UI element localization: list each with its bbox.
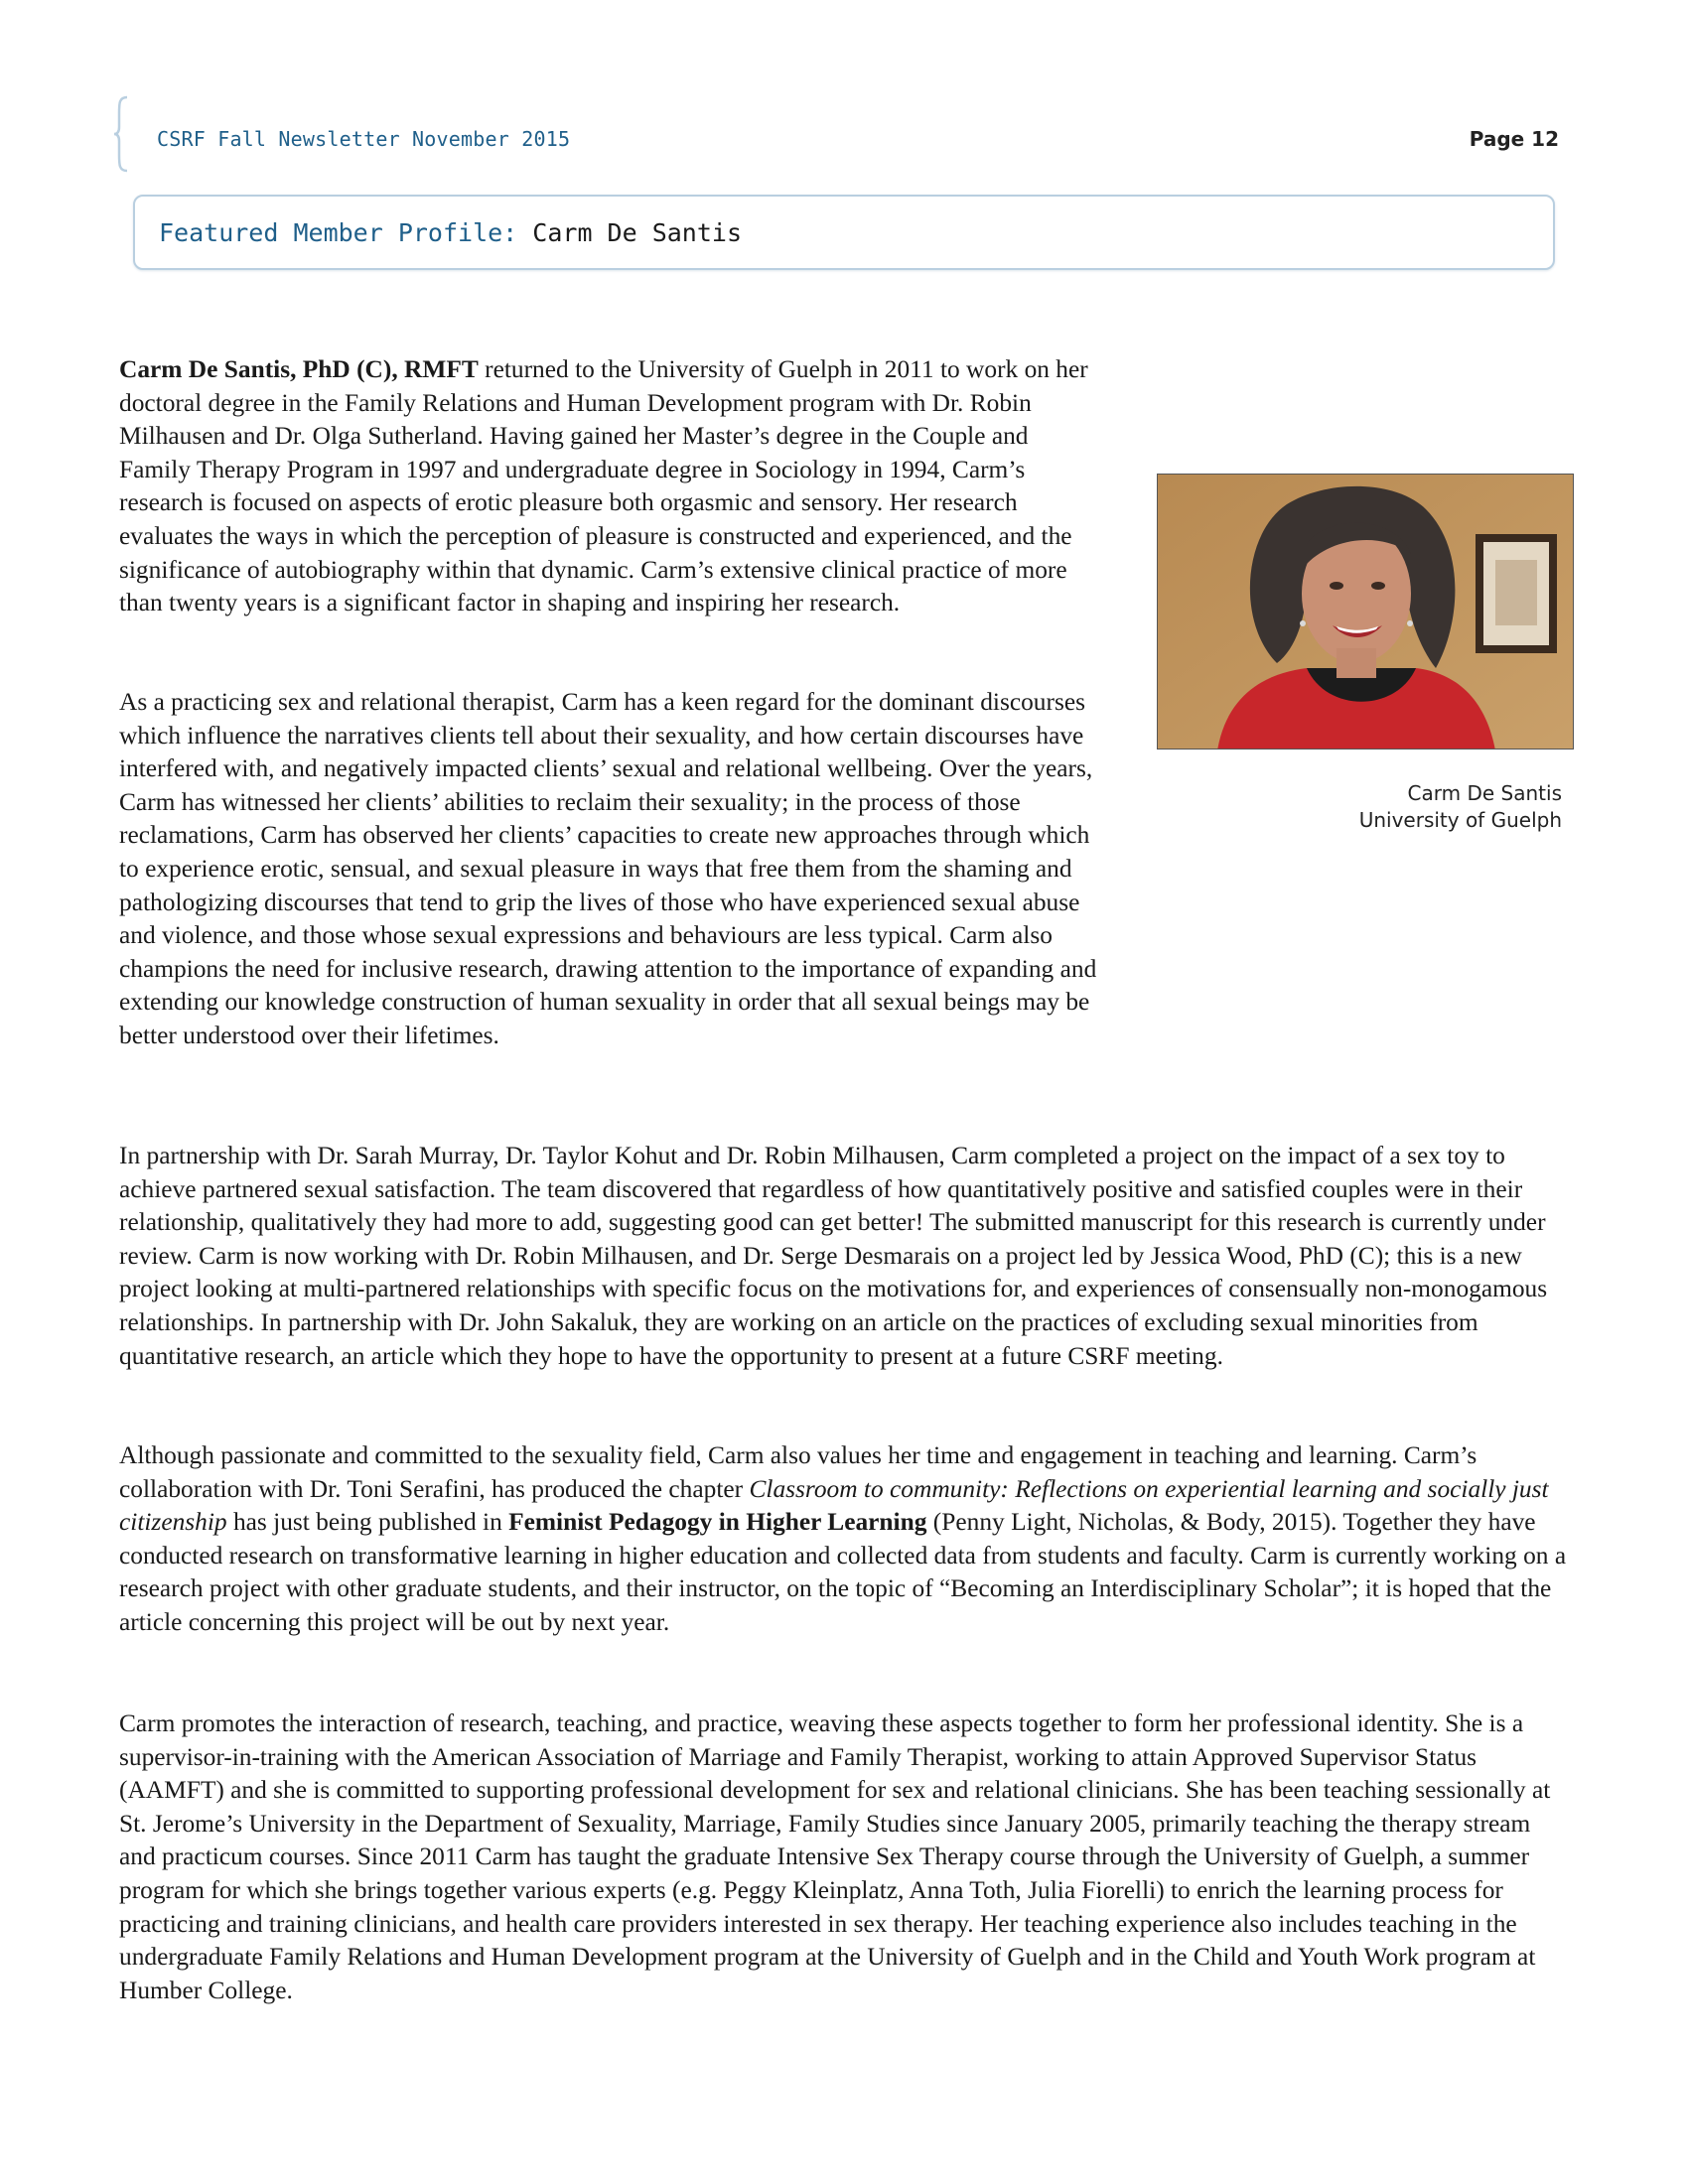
article-paragraph-1 [119,353,1102,620]
paragraph-4-text-b: has just being published in [226,1508,509,1537]
photo-caption [1221,780,1562,834]
featured-profile-banner [133,195,1555,270]
article-paragraph-3: In partnership with Dr. Sarah Murray, Dr. Taylor Kohut and Dr. Robin Milhausen, Carm completed a project on the impact of a sex toy to achieve partnered sexual satisfaction. The team discovered that regardless of how quantitatively positive and satisfied couples were in their relationship, qualitatively they had more to add, suggesting good can get better! The submitted manuscript for this research is currently under review. Carm is now working with Dr. Robin Milhausen, and Dr. Serge Desmarais on a project led by Jessica Wood, PhD (C); this is a new project looking at multi-partnered relationships with specific focus on the motivations for, and experiences of consensually non-monogamous relationships. In partnership with Dr. John Sakaluk, they are working on an article on the practices of excluding sexual minorities from quantitative research, an article which they hope to have the opportunity to present at a future CSRF meeting. [119,1142,1548,1370]
chapter-title: Classroom to community: Reflections on experiential learning and socially just citizenship [119,1474,1549,1537]
member-credentials: Carm De Santis, PhD (C), RMFT [119,355,479,383]
article-paragraph-4 [119,1439,1569,1640]
paragraph-1-text: returned to the University of Guelph in 2011 to work on her doctoral degree in the Family Relations and Human Development program with Dr. Robin Milhausen and Dr. Olga Sutherland. Having gained her Master’s degree in the Couple and Family Therapy Program in 1997 and undergraduate degree in Sociology in 1994, Carm’s research is focused on aspects of erotic pleasure both orgasmic and sensory. Her research evaluates the ways in which the perception of pleasure is constructed and experienced, and the significance of autobiography within that dynamic. Carm’s extensive clinical practice of more than twenty years is a significant factor in shaping and inspiring her research. [119,355,1088,617]
paragraph-4-text-c: (Penny Light, Nicholas, & Body, 2015). Together they have conducted research on transformative learning in higher education and collected data from students and faculty. Carm is currently working on a research project with other graduate students, and their instructor, on the topic of “Becoming an Interdisciplinary Scholar”; it is hoped that the article concerning this project will be out by next year. [119,1508,1567,1636]
caption-name: Carm De Santis [1407,781,1562,805]
featured-profile-heading [159,218,742,247]
member-portrait-photo [1157,474,1574,750]
paragraph-4-text-a: Although passionate and committed to the sexuality field, Carm also values her time and engagement in teaching and learning. Carm’s collaboration with Dr. Toni Serafini, has produced the chapter [119,1441,1477,1503]
caption-affiliation: University of Guelph [1358,808,1562,832]
featured-profile-label: Featured Member Profile: [159,218,533,247]
featured-profile-name: Carm De Santis [532,218,743,247]
article-paragraph-5: Carm promotes the interaction of research, teaching, and practice, weaving these aspects together to form her professional identity. She is a supervisor-in-training with the American Association of Marriage and Family Therapist, working to attain Approved Supervisor Status (AAMFT) and she is committed to supporting professional development for sex and relational clinicians. She has been teaching sessionally at St. Jerome’s University in the Department of Sexuality, Marriage, Family Studies since January 2005, primarily teaching the therapy stream and practicum courses. Since 2011 Carm has taught the graduate Intensive Sex Therapy course through the University of Guelph, a summer program for which she brings together various experts (e.g. Peggy Kleinplatz, Anna Toth, Julia Fiorelli) to enrich the learning process for practicing and training clinicians, and health care providers interested in sex therapy. Her teaching experience also includes teaching in the undergraduate Family Relations and Human Development program at the University of Guelph and in the Child and Youth Work program at Humber College. [119,1709,1551,2004]
left-brace-ornament [113,95,129,173]
portrait-illustration [1158,475,1574,750]
article-paragraph-2: As a practicing sex and relational therapist, Carm has a keen regard for the dominant discourses which influence the narratives clients tell about their sexuality, and how certain discourses have interfered with, and negatively impacted clients’ sexual and relational wellbeing. Over the years, Carm has witnessed her clients’ abilities to reclaim their sexuality; in the process of those reclamations, Carm has observed her clients’ capacities to create new approaches through which to experience erotic, sensual, and sexual pleasure in ways that free them from the shaming and pathologizing discourses that tend to grip the lives of those who have experienced sexual abuse and violence, and those whose sexual expressions and behaviours are less typical. Carm also champions the need for inclusive research, drawing attention to the importance of expanding and extending our knowledge construction of human sexuality in order that all sexual beings may be better understood over their lifetimes. [119,688,1097,1049]
book-title: Feminist Pedagogy in Higher Learning [508,1508,927,1537]
newsletter-title: CSRF Fall Newsletter November 2015 [157,127,571,151]
page-number: Page 12 [1469,127,1559,151]
